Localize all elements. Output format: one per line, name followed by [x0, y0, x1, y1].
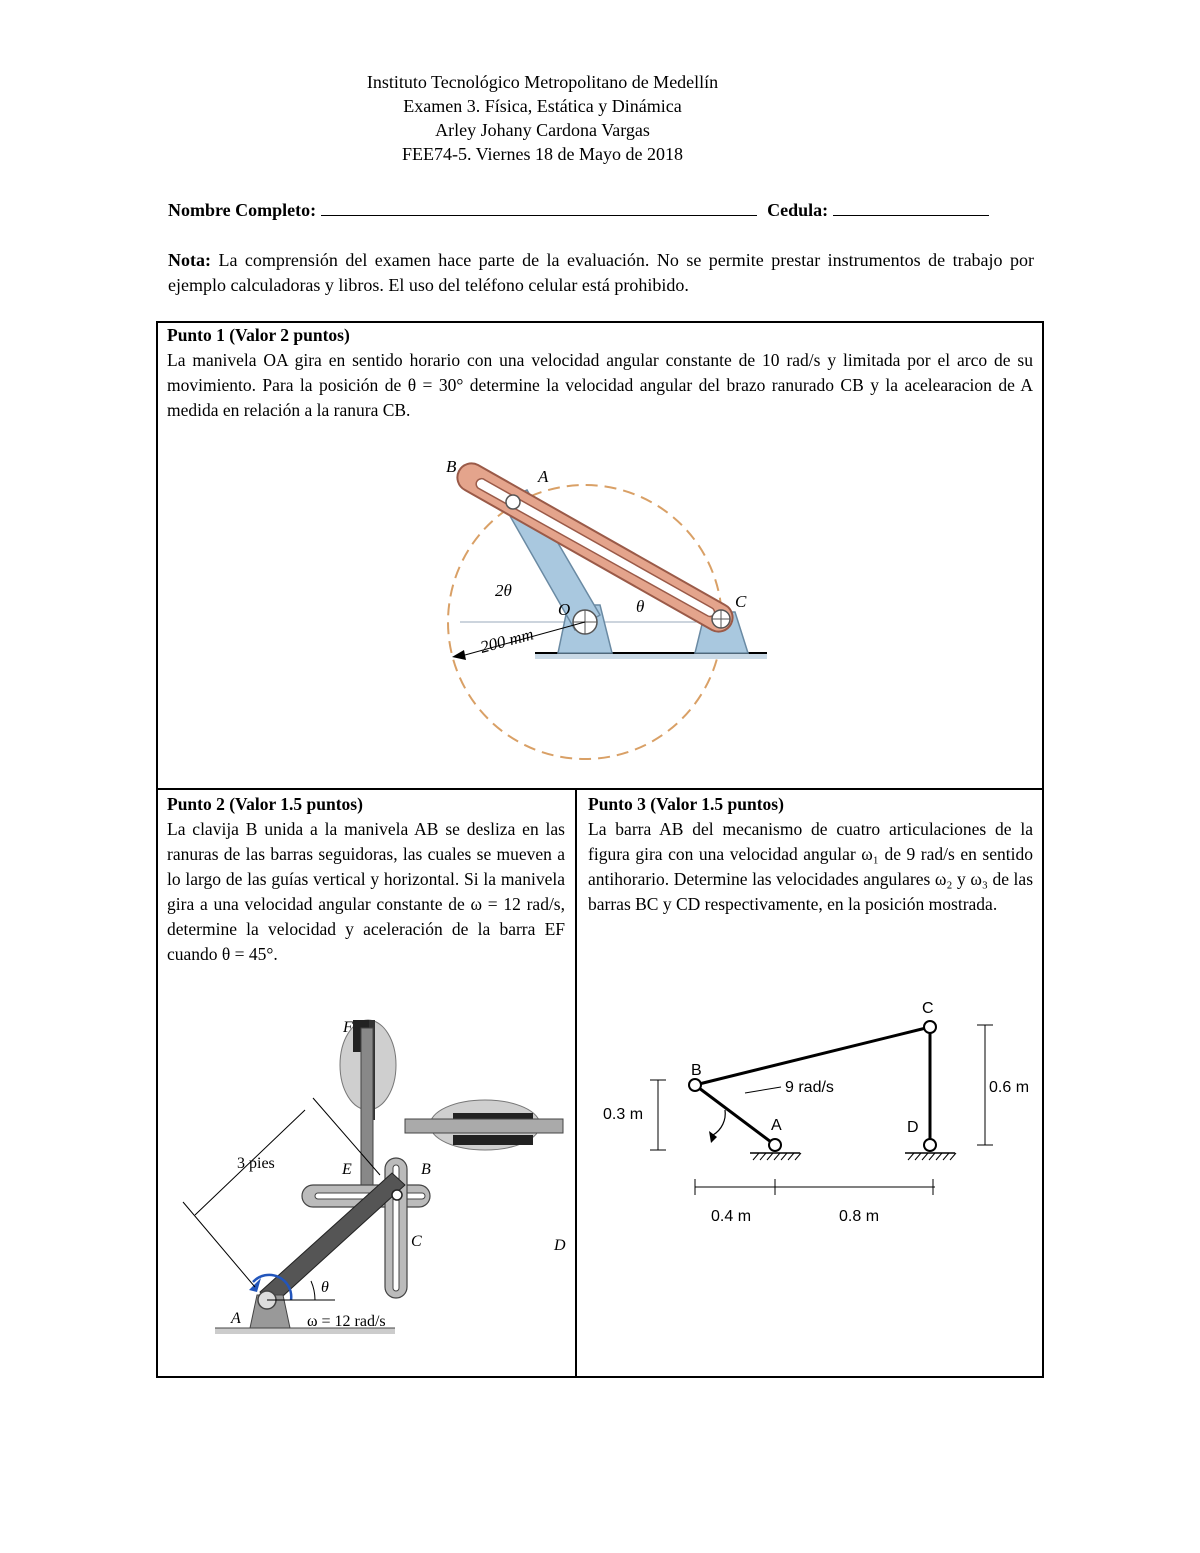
- joint-b: [689, 1079, 701, 1091]
- joint-a: [769, 1139, 781, 1151]
- bar-ab: [695, 1085, 775, 1145]
- punto1-title: Punto 1 (Valor 2 puntos): [167, 325, 350, 345]
- label-b: B: [421, 1161, 431, 1178]
- label-0-3: 0.3 m: [603, 1106, 644, 1123]
- id-blank[interactable]: [833, 201, 989, 216]
- institution: Instituto Tecnológico Metropolitano de Medellín: [366, 72, 719, 92]
- dim-ext-1: [183, 1202, 255, 1287]
- label-a: A: [231, 1310, 241, 1327]
- label-c: C: [922, 1000, 934, 1017]
- note-label: Nota:: [168, 250, 211, 270]
- label-o: O: [558, 600, 571, 619]
- teacher-name: Arley Johany Cardona Vargas: [435, 120, 650, 140]
- label-c: C: [735, 592, 747, 611]
- punto1-figure: [430, 450, 780, 770]
- punto3-text: La barra AB del mecanismo de cuatro articulaciones de la figura gira con una velocidad angular ω₁ de 9 rad/s en sentido antihorario. Determine las velocidades angulares ω₂ y ω₃ de las barras BC y CD respectivamente, en la posición mostrada.: [588, 819, 1033, 914]
- label-length: 3 pies: [237, 1155, 275, 1172]
- bar-bc: [695, 1027, 930, 1085]
- id-label: Cedula:: [767, 200, 829, 220]
- label-d: D: [907, 1119, 919, 1136]
- label-a: A: [538, 467, 549, 486]
- label-c: C: [411, 1233, 422, 1250]
- student-fields: [168, 200, 989, 221]
- pin-a: [506, 495, 520, 509]
- bar-cd: [405, 1119, 563, 1133]
- ground-d-hatch: [908, 1153, 956, 1160]
- label-theta: θ: [636, 597, 645, 616]
- name-label: Nombre Completo:: [168, 200, 317, 220]
- name-blank[interactable]: [321, 201, 757, 216]
- punto3-title: Punto 3 (Valor 1.5 puntos): [588, 794, 784, 814]
- punto1-text: La manivela OA gira en sentido horario con una velocidad angular constante de 10 rad/s y limitada por el arco de su movimiento. Para la posición de θ = 30° determine la velocidad angular del brazo ranurado CB y la acelearacion de A medida en relación a la ranura CB.: [167, 350, 1033, 420]
- punto2-cell: [167, 792, 565, 967]
- joint-c: [924, 1021, 936, 1033]
- punto1-cell: [167, 323, 1033, 423]
- label-f: F: [343, 1019, 353, 1036]
- exam-note: [168, 248, 1034, 298]
- label-theta: θ: [321, 1279, 329, 1296]
- label-b: B: [446, 457, 457, 476]
- label-two-theta: 2θ: [495, 581, 512, 600]
- label-d: D: [554, 1237, 566, 1254]
- radius-arrowhead: [452, 650, 466, 660]
- table-divider-vertical: [575, 788, 577, 1378]
- exam-header: [300, 70, 785, 166]
- label-b: B: [691, 1062, 702, 1079]
- punto2-text: La clavija B unida a la manivela AB se desliza en las ranuras de las barras seguidoras, las cuales se mueven a lo largo de las guías vertical y horizontal. Si la manivela gira a una velocidad angular constante de ω = 12 rad/s, determine la velocidad y aceleración de la barra EF cuando θ = 45°.: [167, 819, 565, 964]
- bar-ef: [361, 1028, 373, 1208]
- note-text: La comprensión del examen hace parte de la evaluación. No se permite prestar instrumentos de trabajo por ejemplo calculadoras y libros. El uso del teléfono celular está prohibido.: [168, 250, 1034, 295]
- ground-a-hatch: [753, 1153, 801, 1160]
- label-e: E: [342, 1161, 352, 1178]
- pin-b: [392, 1190, 402, 1200]
- punto3-cell: [588, 792, 1033, 917]
- roller-bottom: [453, 1135, 533, 1145]
- punto2-title: Punto 2 (Valor 1.5 puntos): [167, 794, 363, 814]
- label-0-4: 0.4 m: [711, 1208, 752, 1225]
- theta-arc: [311, 1281, 315, 1300]
- exam-title: Examen 3. Física, Estática y Dinámica: [403, 96, 682, 116]
- punto2-figure: [165, 1010, 570, 1340]
- joint-d: [924, 1139, 936, 1151]
- label-radius: 200 mm: [478, 624, 536, 657]
- label-0-8: 0.8 m: [839, 1208, 880, 1225]
- course-date: FEE74-5. Viernes 18 de Mayo de 2018: [401, 144, 684, 164]
- label-omega: ω = 12 rad/s: [307, 1313, 386, 1330]
- label-0-6: 0.6 m: [989, 1079, 1030, 1096]
- punto3-figure: [595, 995, 1040, 1230]
- table-divider-horizontal: [156, 788, 1044, 790]
- omega1-arrow: [713, 1110, 725, 1135]
- speed-leader: [745, 1087, 781, 1093]
- label-speed: 9 rad/s: [785, 1079, 834, 1096]
- label-a: A: [771, 1117, 782, 1134]
